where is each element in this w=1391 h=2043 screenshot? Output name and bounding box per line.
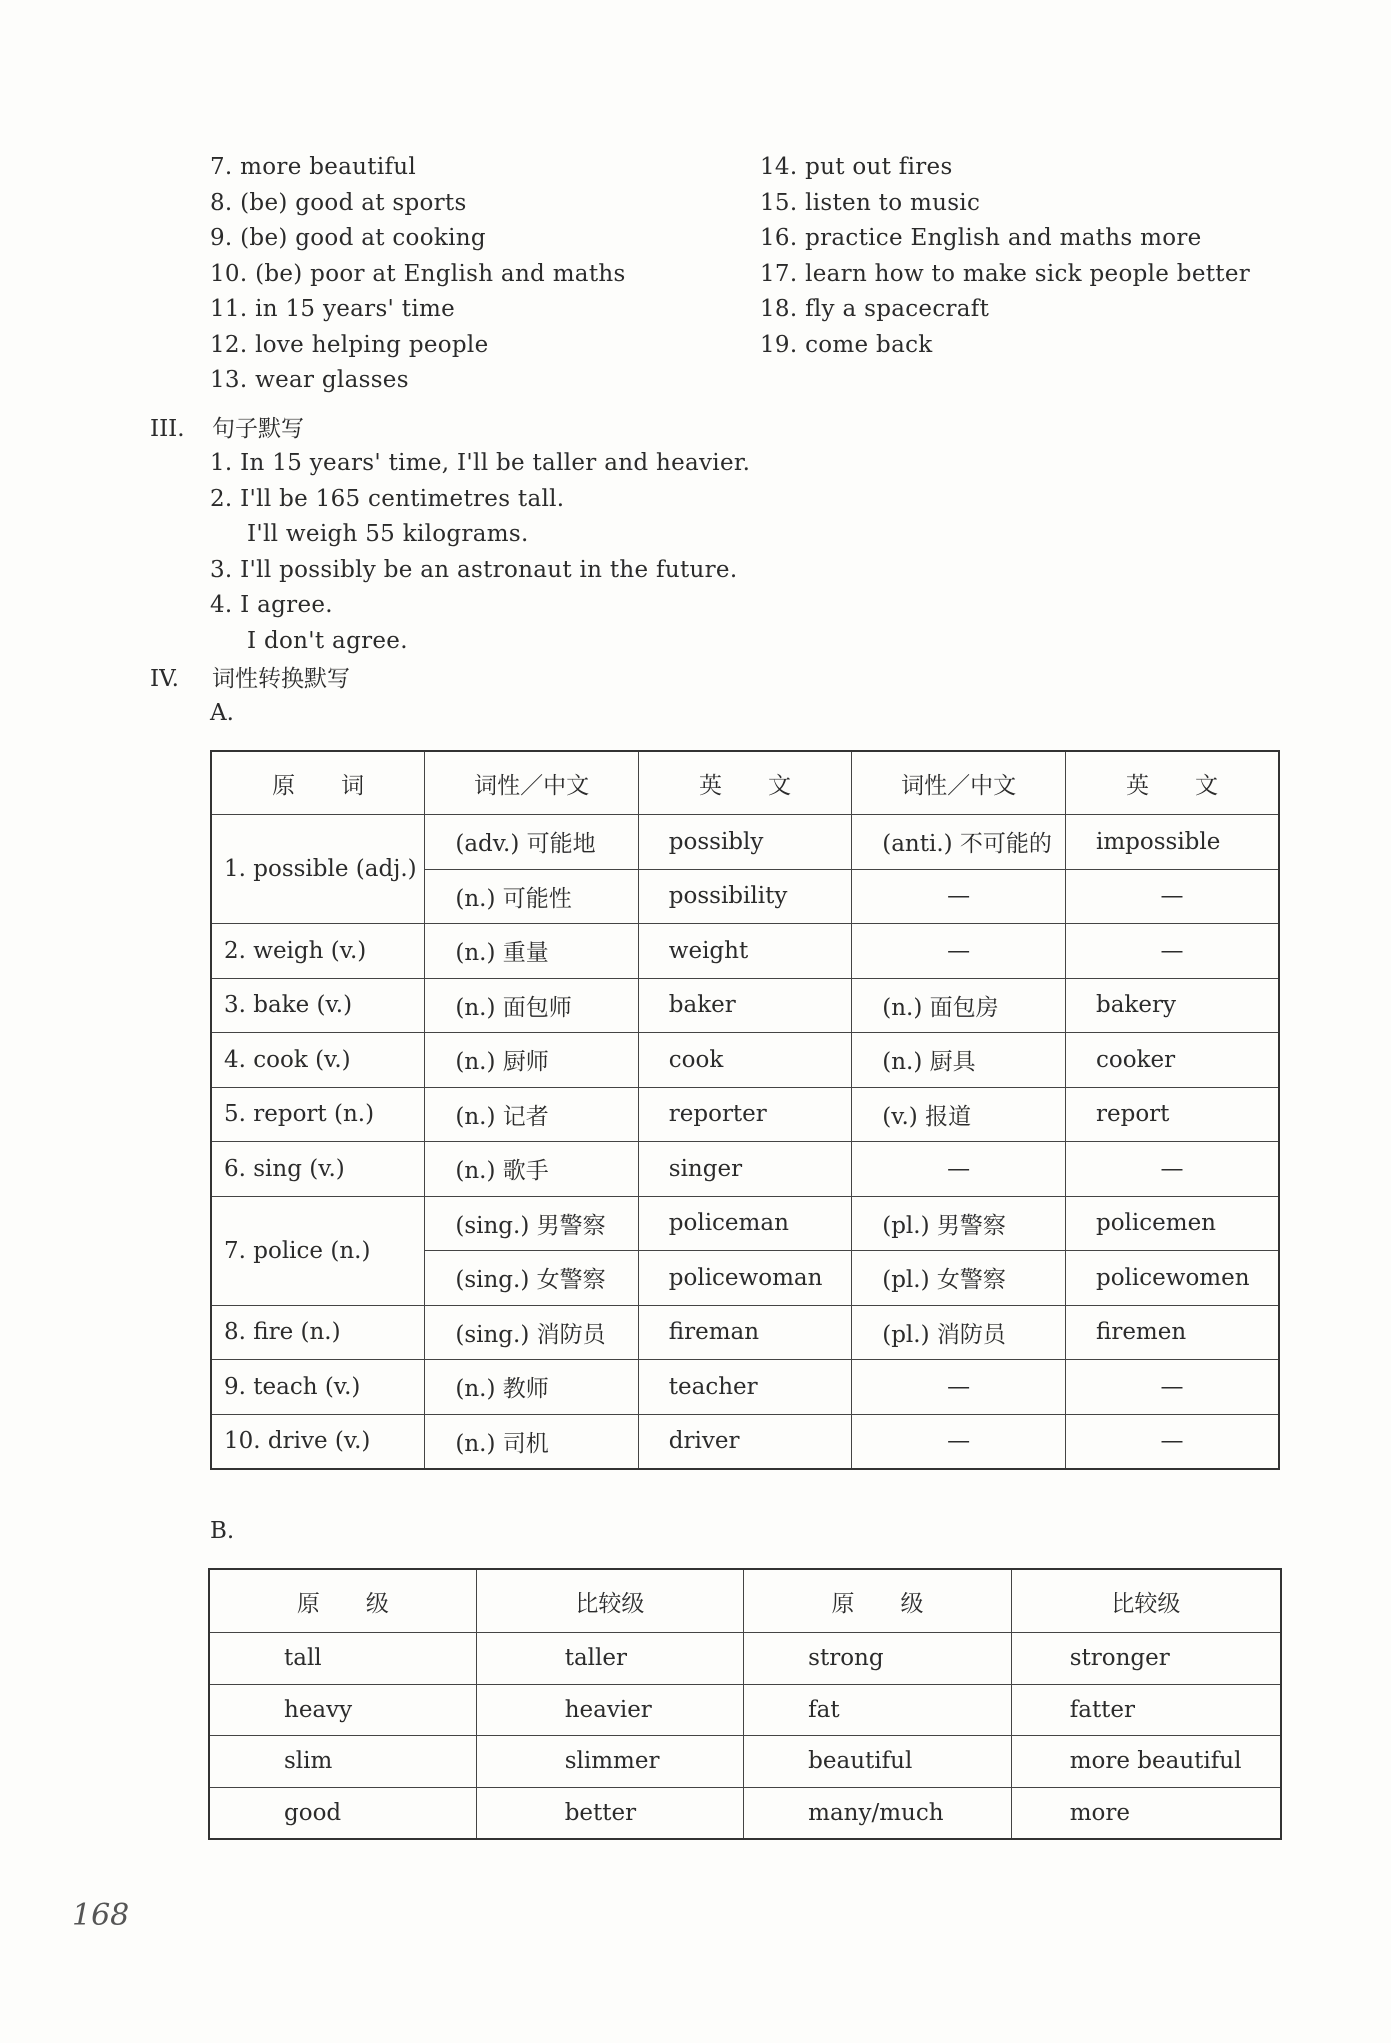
english-word: firemen xyxy=(1065,1305,1279,1360)
phrase-item: 14. put out fires xyxy=(760,154,953,180)
base-form: heavy xyxy=(209,1684,476,1736)
comparative-form: heavier xyxy=(476,1684,743,1736)
dash: — xyxy=(852,869,1066,924)
source-word: 9. teach (v.) xyxy=(211,1360,425,1415)
source-word: 3. bake (v.) xyxy=(211,978,425,1033)
english-word: policewoman xyxy=(638,1251,851,1306)
phrase-item: 7. more beautiful xyxy=(210,154,417,180)
base-form: strong xyxy=(744,1633,1012,1685)
phrase-list-right xyxy=(760,150,1250,363)
english-word: baker xyxy=(638,978,851,1033)
english-word: singer xyxy=(638,1142,851,1197)
source-word: 1. possible (adj.) xyxy=(211,815,425,924)
column-header: 原 级 xyxy=(744,1569,1012,1633)
sentence: 2. I'll be 165 centimetres tall. xyxy=(210,485,565,512)
pos-meaning: (pl.) 消防员 xyxy=(852,1305,1066,1360)
pos-meaning: (sing.) 男警察 xyxy=(425,1196,638,1251)
pos-meaning: (n.) 司机 xyxy=(425,1414,638,1469)
phrase-item: 15. listen to music xyxy=(760,189,981,216)
phrase-list-left xyxy=(210,150,626,399)
phrase-item: 13. wear glasses xyxy=(210,367,409,393)
comparative-table xyxy=(208,1568,1282,1840)
table-row xyxy=(209,1736,1281,1788)
pos-meaning: (n.) 歌手 xyxy=(425,1142,638,1197)
dash: — xyxy=(1065,1142,1279,1197)
source-word: 10. drive (v.) xyxy=(211,1414,425,1469)
comparative-form: taller xyxy=(476,1633,743,1685)
column-header: 词性／中文 xyxy=(425,751,638,815)
dash: — xyxy=(1065,924,1279,979)
comparative-form: more beautiful xyxy=(1011,1736,1281,1788)
english-word: cooker xyxy=(1065,1033,1279,1088)
part-a-label: A. xyxy=(210,700,234,726)
comparative-form: stronger xyxy=(1011,1633,1281,1685)
phrase-item: 12. love helping people xyxy=(210,331,489,358)
pos-meaning: (pl.) 女警察 xyxy=(852,1251,1066,1306)
base-form: slim xyxy=(209,1736,476,1788)
table-row xyxy=(211,1196,1279,1251)
english-word: bakery xyxy=(1065,978,1279,1033)
section-title: 句子默写 xyxy=(212,416,304,442)
table-header-row xyxy=(211,751,1279,815)
table-row xyxy=(211,1033,1279,1088)
comparative-form: better xyxy=(476,1787,743,1839)
english-word: fireman xyxy=(638,1305,851,1360)
source-word: 8. fire (n.) xyxy=(211,1305,425,1360)
english-word: possibly xyxy=(638,815,851,870)
pos-meaning: (pl.) 男警察 xyxy=(852,1196,1066,1251)
column-header: 原 级 xyxy=(209,1569,476,1633)
pos-meaning: (n.) 记者 xyxy=(425,1087,638,1142)
section-number: III. xyxy=(150,416,185,442)
section-title: 词性转换默写 xyxy=(212,666,350,692)
pos-meaning: (n.) 教师 xyxy=(425,1360,638,1415)
base-form: many/much xyxy=(744,1787,1012,1839)
phrase-item: 9. (be) good at cooking xyxy=(210,225,486,251)
dash: — xyxy=(852,1360,1066,1415)
table-row xyxy=(211,1087,1279,1142)
phrase-item: 10. (be) poor at English and maths xyxy=(210,260,626,287)
base-form: fat xyxy=(744,1684,1012,1736)
pos-meaning: (n.) 厨师 xyxy=(425,1033,638,1088)
english-word: policeman xyxy=(638,1196,851,1251)
source-word: 2. weigh (v.) xyxy=(211,924,425,979)
english-word: weight xyxy=(638,924,851,979)
source-word: 4. cook (v.) xyxy=(211,1033,425,1088)
pos-meaning: (n.) 面包房 xyxy=(852,978,1066,1033)
table-row xyxy=(211,815,1279,870)
base-form: tall xyxy=(209,1633,476,1685)
comparative-form: fatter xyxy=(1011,1684,1281,1736)
table-header-row xyxy=(209,1569,1281,1633)
pos-meaning: (n.) 重量 xyxy=(425,924,638,979)
comparative-form: more xyxy=(1011,1787,1281,1839)
column-header: 英 文 xyxy=(1065,751,1279,815)
sentence: 1. In 15 years' time, I'll be taller and heavier. xyxy=(210,450,751,476)
dash: — xyxy=(852,1414,1066,1469)
phrase-item: 17. learn how to make sick people better xyxy=(760,260,1251,287)
word-form-table xyxy=(210,750,1280,1470)
english-word: report xyxy=(1065,1087,1279,1142)
phrase-item: 8. (be) good at sports xyxy=(210,189,467,216)
pos-meaning: (sing.) 消防员 xyxy=(425,1305,638,1360)
column-header: 英 文 xyxy=(638,751,851,815)
source-word: 5. report (n.) xyxy=(211,1087,425,1142)
english-word: cook xyxy=(638,1033,851,1088)
english-word: policewomen xyxy=(1065,1251,1279,1306)
pos-meaning: (adv.) 可能地 xyxy=(425,815,638,870)
phrase-item: 18. fly a spacecraft xyxy=(760,296,990,322)
sentence: 3. I'll possibly be an astronaut in the future. xyxy=(210,556,738,583)
section-number: IV. xyxy=(150,666,179,692)
table-row xyxy=(209,1684,1281,1736)
phrase-item: 19. come back xyxy=(760,331,933,358)
column-header: 比较级 xyxy=(476,1569,743,1633)
english-word: policemen xyxy=(1065,1196,1279,1251)
table-row xyxy=(209,1787,1281,1839)
phrase-item: 11. in 15 years' time xyxy=(210,296,456,322)
dash: — xyxy=(1065,869,1279,924)
dash: — xyxy=(852,924,1066,979)
pos-meaning: (n.) 厨具 xyxy=(852,1033,1066,1088)
table-row xyxy=(211,1360,1279,1415)
source-word: 6. sing (v.) xyxy=(211,1142,425,1197)
sentence: I don't agree. xyxy=(247,627,408,654)
pos-meaning: (n.) 可能性 xyxy=(425,869,638,924)
column-header: 原 词 xyxy=(211,751,425,815)
dash: — xyxy=(1065,1414,1279,1469)
base-form: beautiful xyxy=(744,1736,1012,1788)
part-b-label: B. xyxy=(210,1518,235,1544)
pos-meaning: (n.) 面包师 xyxy=(425,978,638,1033)
sentence-list xyxy=(210,446,750,659)
table-row xyxy=(211,1142,1279,1197)
column-header: 词性／中文 xyxy=(852,751,1066,815)
table-row xyxy=(211,978,1279,1033)
english-word: possibility xyxy=(638,869,851,924)
sentence: I'll weigh 55 kilograms. xyxy=(247,521,529,547)
column-header: 比较级 xyxy=(1011,1569,1281,1633)
english-word: driver xyxy=(638,1414,851,1469)
page-number: 168 xyxy=(72,1898,130,1933)
base-form: good xyxy=(209,1787,476,1839)
source-word: 7. police (n.) xyxy=(211,1196,425,1305)
dash: — xyxy=(1065,1360,1279,1415)
table-row xyxy=(209,1633,1281,1685)
pos-meaning: (v.) 报道 xyxy=(852,1087,1066,1142)
english-word: impossible xyxy=(1065,815,1279,870)
table-row xyxy=(211,924,1279,979)
section-heading-3 xyxy=(150,410,304,443)
english-word: reporter xyxy=(638,1087,851,1142)
phrase-item: 16. practice English and maths more xyxy=(760,225,1202,251)
pos-meaning: (sing.) 女警察 xyxy=(425,1251,638,1306)
comparative-form: slimmer xyxy=(476,1736,743,1788)
dash: — xyxy=(852,1142,1066,1197)
table-row xyxy=(211,1305,1279,1360)
table-row xyxy=(211,1414,1279,1469)
sentence: 4. I agree. xyxy=(210,592,333,618)
section-heading-4 xyxy=(150,660,350,693)
english-word: teacher xyxy=(638,1360,851,1415)
pos-meaning: (anti.) 不可能的 xyxy=(852,815,1066,870)
